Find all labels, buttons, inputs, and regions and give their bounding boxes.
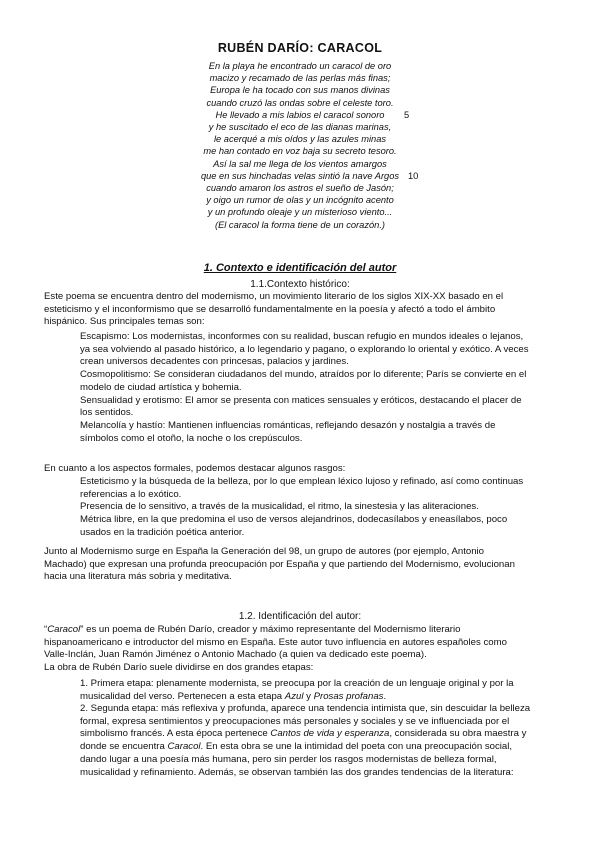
theme-line: modelo de ciudad artística y bohemia. [80,381,242,393]
poem-line [150,194,450,206]
stage-2 [80,703,556,779]
verse-number: 10 [408,170,419,181]
formal-line: Presencia de lo sensitivo, a través de la musicalidad, el ritmo, la sinestesia y las aliteraciones. [80,501,479,513]
stage-2-line: 2. Segunda etapa: más reflexiva y profunda, aparece una tendencia intimista que, sin descuidar la belleza [80,703,531,714]
poem-line [150,170,450,182]
document-title: RUBÉN DARÍO: CARACOL [217,41,383,55]
poem-line-text: y oigo un rumor de olas y un incógnito acento [206,195,394,206]
generation-98-paragraph [44,546,556,584]
theme-line: los sentidos. [80,407,134,419]
poem-line [150,109,450,121]
poem-line-text: He llevado a mis labios el caracol sonoro [215,109,385,120]
poem-line [150,182,450,194]
theme-line: Sensualidad y erotismo: El amor se presenta con matices sensuales y eróticos, destacando el placer de [80,394,522,406]
poem-line [150,206,450,218]
poem-line-text: y un profundo oleaje y un misterioso viento... [207,207,393,218]
paragraph-line: esteticismo y el inconformismo que se desarrolló fundamentalmente en la poesía y afectó a todo el ámbito [44,303,496,315]
paragraph-line: hispánico. Sus principales temas son: [44,316,205,328]
formal-line: referencias a lo exótico. [80,488,182,500]
subsection-author-heading: 1.2. Identificación del autor: [238,611,362,622]
poem-line [150,145,450,157]
poem-line-text: macizo y recamado de las perlas más finas; [209,73,391,84]
stage-1 [80,678,556,703]
themes-list [80,331,556,445]
paragraph-line: hacia una literatura más sobria y meditativa. [44,571,232,583]
theme-line: crean universos decadentes con princesas, palacios y jardines. [80,356,349,368]
paragraph-line: Valle-Inclán, Juan Ramón Jiménez o Antonio Machado (a quien va dedicado este poema). [44,649,427,661]
stage-2-line: dando lugar a una poesía más humana, pero sin perder los rasgos modernistas de belleza formal, [80,753,497,765]
context-intro-paragraph [44,291,556,329]
section-heading [0,262,600,274]
poem-line [150,72,450,84]
stage-2-line: simbolismo francés. A esta época pertenece Cantos de vida y esperanza, considerada su obra maestra y [80,728,527,740]
paragraph-line: Este poema se encuentra dentro del modernismo, un movimiento literario de los siglos XIX-XX basado en el [44,291,504,302]
paragraph-line: Machado) que expresan una profunda preocupación por España y que partiendo del Modernismo, evolucionan [44,558,515,570]
stage-1-line: musicalidad del verso. Pertenecen a esta etapa Azul y Prosas profanas. [80,690,387,702]
paragraph-line: La obra de Rubén Darío suele dividirse en dos grandes etapas: [44,662,314,674]
poem-line-text: me han contado en voz baja su secreto tesoro. [203,146,397,157]
stage-1-line: 1. Primera etapa: plenamente modernista, se preocupa por la creación de un lenguaje original y por la [80,678,514,689]
poem-title-ref: Caracol [47,624,81,635]
stage-2-line: donde se encuentra Caracol. En esta obra se une la intimidad del poeta con una preocupación social, [80,741,513,753]
work-caracol: Caracol [167,741,201,753]
poem-line-text: cuando cruzó las ondas sobre el celeste toro. [206,97,394,108]
poem-line-text: (El caracol la forma tiene de un corazón.) [214,219,385,230]
poem-line-text: Europa le ha tocado con sus manos divinas [210,85,390,96]
author-lines [44,637,556,675]
poem-line-text: que en sus hinchadas velas sintió la nave Argos [200,170,400,181]
formal-intro: En cuanto a los aspectos formales, podemos destacar algunos rasgos: [44,463,346,474]
author-paragraph [44,624,556,675]
work-cantos: Cantos de vida y esperanza [270,728,390,740]
poem-line [150,219,450,231]
paragraph-line: Junto al Modernismo surge en España la Generación del 98, un grupo de autores (por ejemplo, Antonio [44,546,484,557]
poem-line-text: Así la sal me llega de los vientos amargos [213,158,387,169]
theme-line: Cosmopolitismo: Se consideran ciudadanos del mundo, atraídos por lo diferente; París se convierte en el [80,369,527,381]
poem-line [150,97,450,109]
poem [150,60,450,231]
stage-2-line: formal, expresa sentimientos y preocupaciones más personales y sociales y se ve influenciada por el [80,715,510,727]
work-prosas-profanas: Prosas profanas [313,690,384,702]
poem-line-text: cuando amaron los astros el sueño de Jasón; [206,183,394,194]
poem-line [150,158,450,170]
author-line-1: “Caracol” es un poema de Rubén Darío, creador y máximo representante del Modernismo literario [44,624,461,635]
theme-line: símbolos como el otoño, la noche o los crepúsculos. [80,432,303,444]
theme-line: Escapismo: Los modernistas, inconformes con su realidad, buscan refugio en mundos ideales o lejanos, [80,331,524,342]
subsection-context-heading: 1.1.Contexto histórico: [250,279,350,290]
formal-line: Esteticismo y la búsqueda de la belleza, por lo que emplean léxico lujoso y refinado, así como continuas [80,476,524,487]
formal-features-list [80,476,556,540]
work-azul: Azul [284,690,304,702]
formal-line: Métrica libre, en la que predomina el uso de versos alejandrinos, dodecasílabos y eneasílabos, poco [80,514,508,526]
poem-line [150,133,450,145]
poem-line-text: y he suscitado el eco de las dianas marinas, [208,122,392,133]
poem-line [150,60,450,72]
theme-line: ya sea volviendo al pasado histórico, a lo legendario y pagano, o explorando lo oriental y exótico. A veces [80,343,529,355]
stage-2-line: musicalidad y refinamiento. Además, se observan también las dos grandes tendencias de la literatura: [80,766,514,778]
formal-line: usados en la tradición poética anterior. [80,526,245,538]
verse-number: 5 [404,109,410,120]
poem-line-text: En la playa he encontrado un caracol de oro [208,61,392,71]
poem-line-text: le acerqué a mis oídos y las azules minas [213,134,387,145]
theme-line: Melancolía y hastío: Mantienen influencias románticas, reflejando desazón y nostalgia a través de [80,419,496,431]
section-heading-text: 1. Contexto e identificación del autor [203,262,397,274]
poem-line [150,121,450,133]
poem-line [150,84,450,96]
paragraph-line: hispanoamericano e introductor del mismo en España. Este autor tuvo influencia en autores españoles como [44,636,507,648]
